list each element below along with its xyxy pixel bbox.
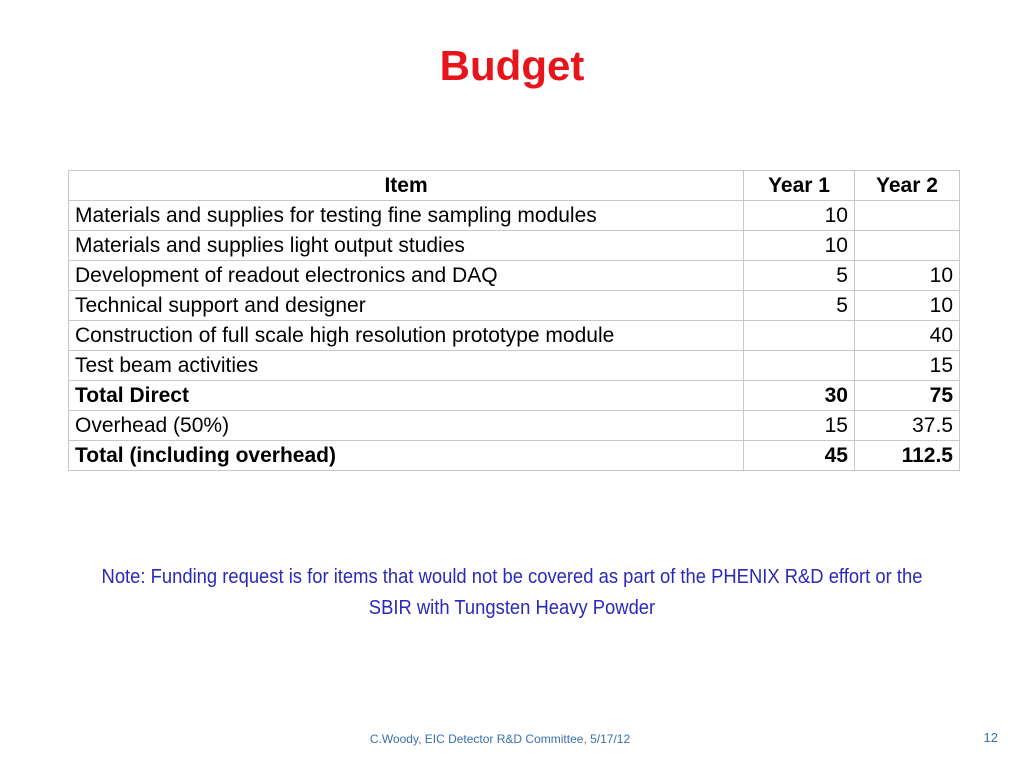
- table-row: [69, 381, 960, 411]
- column-header-year-1: Year 1: [744, 171, 855, 201]
- cell-year-2: [854, 231, 959, 261]
- cell-year-2: 40: [854, 321, 959, 351]
- cell-year-1: [744, 351, 855, 381]
- column-header-year-2: Year 2: [854, 171, 959, 201]
- column-header-item: Item: [69, 171, 744, 201]
- cell-item: Materials and supplies light output studies: [69, 231, 744, 261]
- cell-item: Technical support and designer: [69, 291, 744, 321]
- cell-item: Materials and supplies for testing fine sampling modules: [69, 201, 744, 231]
- cell-year-2: 10: [854, 291, 959, 321]
- table-row: [69, 351, 960, 381]
- cell-year-1: 30: [744, 381, 855, 411]
- cell-year-2: 37.5: [854, 411, 959, 441]
- cell-item: Test beam activities: [69, 351, 744, 381]
- cell-year-2: 112.5: [854, 441, 959, 471]
- page-number: 12: [983, 730, 998, 745]
- cell-item: Total (including overhead): [69, 441, 744, 471]
- funding-note: Note: Funding request is for items that would not be covered as part of the PHENIX R&D effort or the SBIR with Tungsten Heavy Powder: [101, 566, 923, 619]
- cell-year-1: [744, 321, 855, 351]
- table-row: [69, 441, 960, 471]
- cell-year-1: 15: [744, 411, 855, 441]
- table-row: [69, 321, 960, 351]
- cell-year-2: [854, 201, 959, 231]
- cell-item: Total Direct: [69, 381, 744, 411]
- cell-year-1: 10: [744, 201, 855, 231]
- cell-year-2: 10: [854, 261, 959, 291]
- table-row: [69, 291, 960, 321]
- table-row: [69, 231, 960, 261]
- cell-item: Development of readout electronics and DAQ: [69, 261, 744, 291]
- budget-table: [68, 170, 960, 471]
- table-body: [69, 201, 960, 471]
- table-header-row: [69, 171, 960, 201]
- table-row: [69, 201, 960, 231]
- cell-year-2: 15: [854, 351, 959, 381]
- cell-item: Overhead (50%): [69, 411, 744, 441]
- table-row: [69, 261, 960, 291]
- slide-title: Budget: [439, 42, 585, 89]
- cell-year-1: 5: [744, 291, 855, 321]
- table-row: [69, 411, 960, 441]
- cell-year-1: 45: [744, 441, 855, 471]
- cell-year-1: 5: [744, 261, 855, 291]
- slide-footer: C.Woody, EIC Detector R&D Committee, 5/17/12: [369, 732, 631, 746]
- cell-year-1: 10: [744, 231, 855, 261]
- cell-year-2: 75: [854, 381, 959, 411]
- cell-item: Construction of full scale high resolution prototype module: [69, 321, 744, 351]
